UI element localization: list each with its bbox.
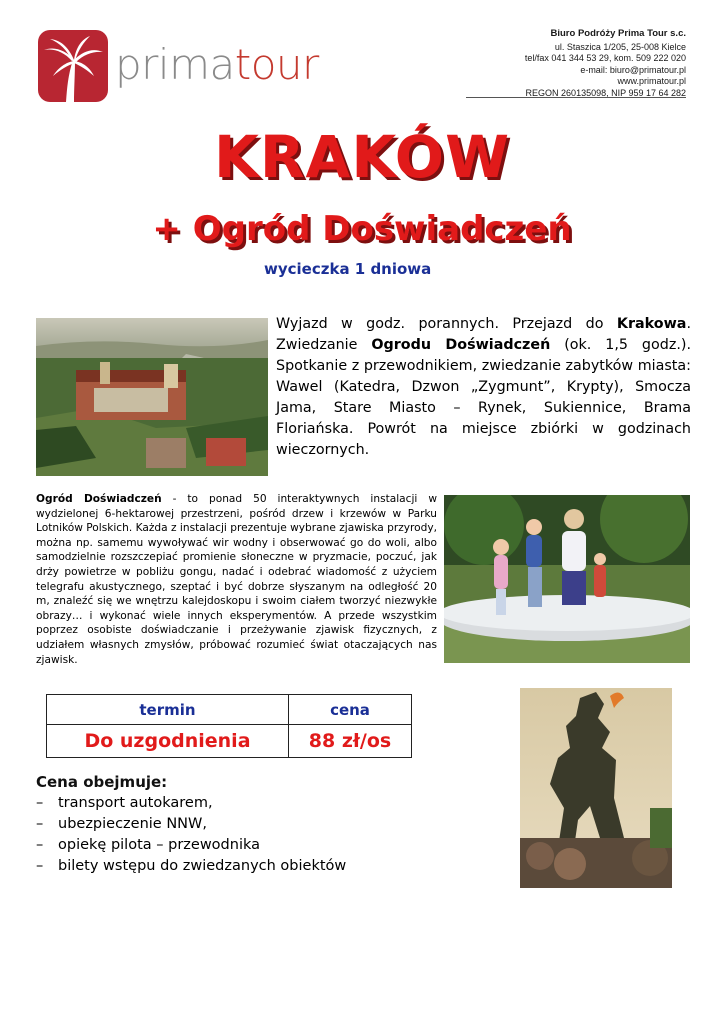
attraction-name: Ogrodu Doświadczeń <box>371 337 551 353</box>
term-value: Do uzgodnienia <box>47 725 289 758</box>
price-header: cena <box>289 695 412 725</box>
company-website: www.primatour.pl <box>617 76 686 87</box>
price-value: 88 zł/os <box>289 725 412 758</box>
list-item: – ubezpieczenie NNW, <box>36 814 496 835</box>
primatour-logo <box>38 30 318 102</box>
description-heading: Ogród Doświadczeń <box>36 493 162 505</box>
palm-tree-icon <box>38 30 108 102</box>
includes-title: Cena obejmuje: <box>36 773 168 791</box>
term-header: termin <box>47 695 289 725</box>
includes-list <box>36 793 496 877</box>
dash-bullet: – <box>36 816 44 832</box>
children-on-rotating-disc-photo <box>444 495 690 663</box>
logo-wordmark: primatour <box>115 40 319 89</box>
main-title: KRAKÓW <box>213 123 511 191</box>
trip-duration: wycieczka 1 dniowa <box>264 260 432 278</box>
company-phone: tel/fax 041 344 53 29, kom. 509 222 020 <box>524 53 686 64</box>
company-info <box>426 28 686 100</box>
wawel-aerial-photo <box>36 318 268 476</box>
price-table-row <box>47 725 412 758</box>
price-includes <box>36 772 496 877</box>
company-address: ul. Staszica 1/205, 25-008 Kielce <box>554 41 686 52</box>
dash-bullet: – <box>36 837 44 853</box>
price-table-header <box>47 695 412 725</box>
company-regon-nip: REGON 260135098, NIP 959 17 64 282 <box>525 87 686 98</box>
header-divider <box>466 97 686 98</box>
wawel-dragon-statue-photo <box>520 688 672 888</box>
city-name: Krakowa <box>616 316 687 332</box>
price-table <box>46 694 412 758</box>
attraction-description: Ogród Doświadczeń - to ponad 50 interaktywnych instalacji w wydzielonej 6-hektarowej przestrzeni, pośród drzew i krzewów w Parku Lotników Polskich. Każda z instalacji prezentuje wybrane zjawiska przyrody, można np. samemu wywoływać wir wodny i obserwować go do woli, albo samodzielnie rozszczepiać promienie słoneczne w pryzmacie, poczuć, jak drży powietrze w pobliżu gongu, nadać i odebrać wiadomość z użyciem telegrafu akustycznego, szeptać i być dobrze słyszanym na odległość 20 m, znaleźć się we wnętrzu kalejdoskopu i swoim ciałem tworzyć niezwykłe obrazy… i wykonać wiele innych eksperymentów. A przede wszystkim poprzez osobiste doświadczanie i przeżywanie zjawisk fizycznych, z udziałem własnych zmysłów, próbować rozumieć świat otaczających nas zjawisk. <box>36 493 438 666</box>
company-email: e-mail: biuro@primatour.pl <box>580 64 686 75</box>
company-name: Biuro Podróży Prima Tour s.c. <box>550 28 686 39</box>
dash-bullet: – <box>36 795 44 811</box>
list-item: – opiekę pilota – przewodnika <box>36 835 496 856</box>
trip-intro: Wyjazd w godz. porannych. Przejazd do Krakowa. Zwiedzanie Ogrodu Doświadczeń (ok. 1,5 godz.). Spotkanie z przewodnikiem, zwiedzanie zabytków miasta: Wawel (Katedra, Dzwon „Zygmunt”, Krypty), Smocza Jama, Stare Miasto – Rynek, Sukiennice, Brama Floriańska. Powrót na miejsce zbiórki w godzinach wieczornych. <box>276 316 691 458</box>
secondary-title: + Ogród Doświadczeń <box>152 209 572 249</box>
dash-bullet: – <box>36 858 44 874</box>
list-item: – bilety wstępu do zwiedzanych obiektów <box>36 856 496 877</box>
list-item: – transport autokarem, <box>36 793 496 814</box>
